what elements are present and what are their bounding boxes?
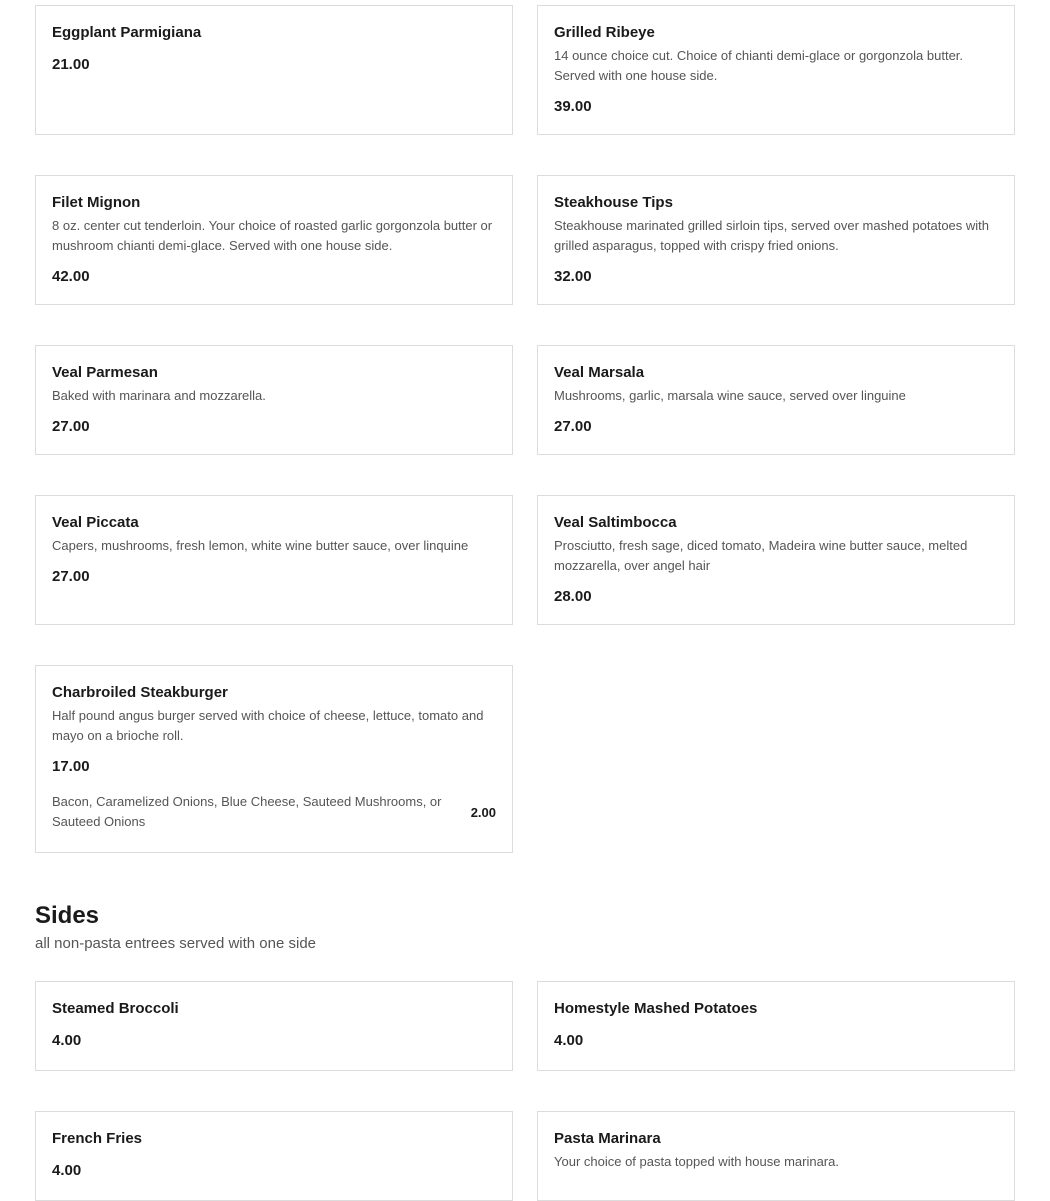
menu-item-card[interactable]: [35, 175, 513, 305]
menu-item-card[interactable]: [537, 5, 1015, 135]
menu-item-card[interactable]: [35, 981, 513, 1071]
item-name: Veal Saltimbocca: [554, 514, 677, 531]
item-name: Pasta Marinara: [554, 1130, 661, 1147]
item-price: 27.00: [52, 568, 90, 585]
item-addon: [52, 792, 496, 832]
menu-item-card[interactable]: [35, 665, 513, 853]
item-name: Steakhouse Tips: [554, 194, 673, 211]
item-price: 21.00: [52, 56, 90, 73]
item-description: 8 oz. center cut tenderloin. Your choice of roasted garlic gorgonzola butter or mushroom chianti demi-glace. Served with one house side.: [52, 218, 493, 253]
menu-item-card[interactable]: [537, 981, 1015, 1071]
item-description: Steakhouse marinated grilled sirloin tips, served over mashed potatoes with grilled asparagus, topped with crispy fried onions.: [554, 218, 990, 253]
item-name: French Fries: [52, 1130, 143, 1147]
item-name: Veal Marsala: [554, 364, 645, 381]
section-subtitle: all non-pasta entrees served with one side: [35, 935, 317, 952]
item-price: 28.00: [554, 588, 592, 605]
item-description: Baked with marinara and mozzarella.: [52, 388, 266, 403]
addon-price: 2.00: [470, 804, 496, 820]
item-price: 32.00: [554, 268, 592, 285]
menu-item-card[interactable]: [35, 5, 513, 135]
menu-item-card[interactable]: [537, 1111, 1015, 1201]
item-description: Half pound angus burger served with choice of cheese, lettuce, tomato and mayo on a brioche roll.: [52, 708, 484, 743]
item-name: Grilled Ribeye: [554, 24, 655, 41]
menu-item-card[interactable]: [537, 175, 1015, 305]
item-name: Veal Piccata: [52, 514, 139, 531]
item-price: 17.00: [52, 758, 90, 775]
item-price: 42.00: [52, 268, 90, 285]
item-price: 4.00: [554, 1032, 584, 1049]
section-title: Sides: [35, 902, 100, 929]
sides-section-header: [35, 900, 316, 954]
item-description: Your choice of pasta topped with house marinara.: [554, 1154, 839, 1169]
item-name: Steamed Broccoli: [52, 1000, 179, 1017]
menu-item-card[interactable]: [537, 345, 1015, 455]
item-price: 27.00: [554, 418, 592, 435]
item-price: 4.00: [52, 1162, 82, 1179]
item-name: Charbroiled Steakburger: [52, 684, 228, 701]
item-description: Mushrooms, garlic, marsala wine sauce, served over linguine: [554, 388, 906, 403]
menu-item-card[interactable]: [537, 495, 1015, 625]
item-name: Filet Mignon: [52, 194, 141, 211]
menu-item-card[interactable]: [35, 345, 513, 455]
item-name: Veal Parmesan: [52, 364, 158, 381]
item-name: Eggplant Parmigiana: [52, 24, 202, 41]
item-description: Capers, mushrooms, fresh lemon, white wine butter sauce, over linquine: [52, 538, 469, 553]
item-price: 4.00: [52, 1032, 82, 1049]
item-description: Prosciutto, fresh sage, diced tomato, Madeira wine butter sauce, melted mozzarella, over angel hair: [554, 538, 968, 573]
item-price: 39.00: [554, 98, 592, 115]
menu-item-card[interactable]: [35, 1111, 513, 1201]
item-price: 27.00: [52, 418, 90, 435]
addon-description: Bacon, Caramelized Onions, Blue Cheese, Sauteed Mushrooms, or Sauteed Onions: [52, 794, 442, 829]
item-description: 14 ounce choice cut. Choice of chianti demi-glace or gorgonzola butter. Served with one house side.: [554, 48, 964, 83]
menu-item-card[interactable]: [35, 495, 513, 625]
item-name: Homestyle Mashed Potatoes: [554, 1000, 758, 1017]
